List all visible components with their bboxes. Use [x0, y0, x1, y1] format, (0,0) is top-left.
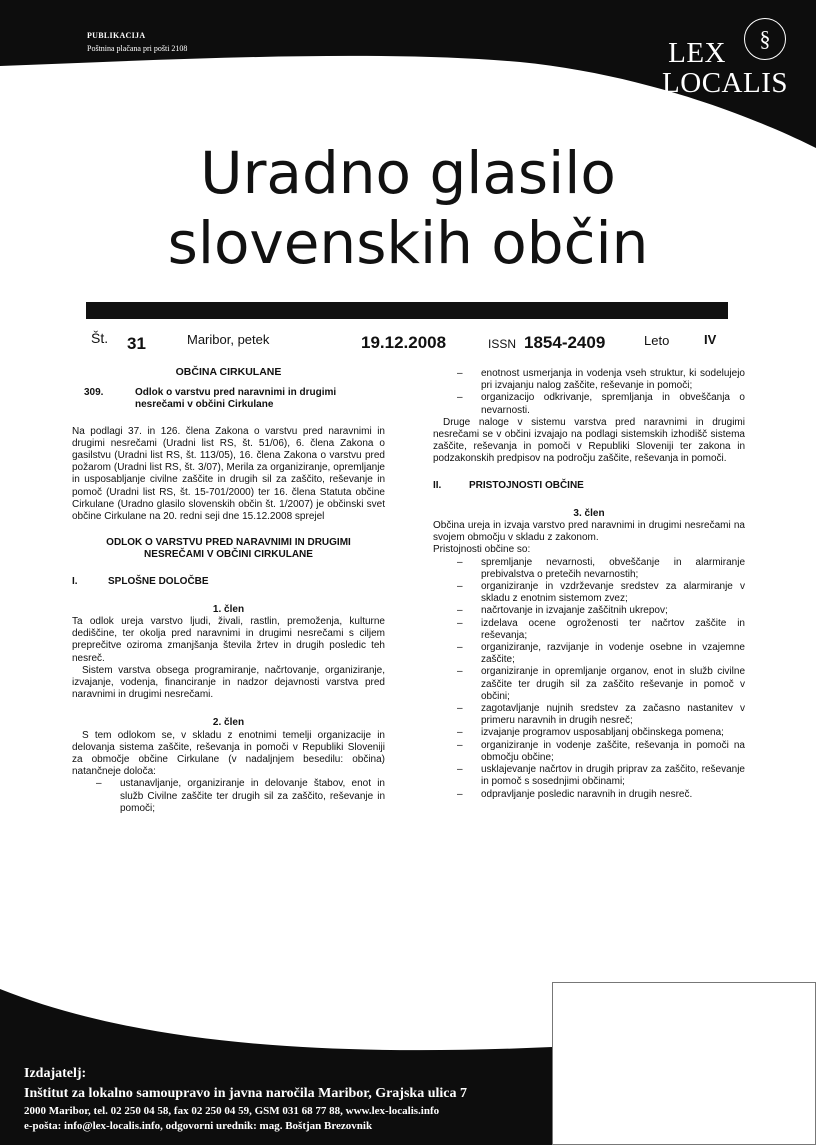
- year-label: Leto: [644, 333, 670, 348]
- preamble: Na podlagi 37. in 126. člena Zakona o varstvu pred naravnimi in drugimi nesrečami (Uradni list RS, št. 51/06), 6. člena Zakona o gasilstvu (Uradni list RS, št. 113/05), 16. člena Zakona o varstvu pred požarom (Uradni list RS, št. 3/07), Merila za organiziranje, opremljanje in usposabljanje civilne zaščite in drugih sil za zaščito, reševanje in pomoč (Uradni list RS, št. 15-701/2000) ter 16. člena Statuta občine Cirkulane (Uradno glasilo slovenskih občin št. 1/2007) je občinski svet občine Cirkulane na 20. redni seji dne 15.12.2008 sprejel: [72, 425, 385, 523]
- issue-number-label: Št.: [91, 330, 109, 346]
- list-item: – organiziranje in opremljanje organov, enot in služb civilne zaščite ter drugih sil za zaščito reševanje in pomoč v občini;: [457, 666, 745, 702]
- publisher-contact: 2000 Maribor, tel. 02 250 04 58, fax 02 250 04 59, GSM 031 68 77 88, www.lex-localis.info: [24, 1105, 440, 1117]
- page-title: [0, 138, 816, 278]
- publisher-email-editor: e-pošta: info@lex-localis.info, odgovorni urednik: mag. Boštjan Brezovnik: [24, 1120, 373, 1132]
- list-item-text: ustanavljanje, organiziranje in delovanje štabov, enot in služb Civilne zaščite ter drugih sil za zaščito, reševanje in pomoči;: [120, 778, 385, 814]
- article-1-paragraph-2: Sistem varstva obsega programiranje, načrtovanje, organiziranje, izvajanje, vodenja, financiranje in nadzor dejavnosti varstva pred naravnimi in drugimi nesrečami.: [72, 664, 385, 701]
- list-item: – odpravljanje posledic naravnih in drugih nesreč.: [457, 788, 693, 800]
- list-item-text: organiziranje in vodenje zaščite, reševanja in pomoči na območju občine;: [481, 739, 745, 763]
- issue-place-day: Maribor, petek: [187, 332, 270, 347]
- list-item-text: organiziranje, razvijanje in vodenje osebne in vzajemne zaščite;: [481, 642, 745, 666]
- list-item: – organiziranje, razvijanje in vodenje osebne in vzajemne zaščite;: [457, 642, 745, 666]
- publication-label: PUBLIKACIJA: [87, 31, 146, 40]
- list-item: – zagotavljanje nujnih sredstev za začasno nastanitev v primeru naravnih in drugih nesreč;: [457, 703, 745, 727]
- article-3-paragraph-1: Občina ureja in izvaja varstvo pred naravnimi in drugimi nesrečami na svojem območju v skladu z zakonom.: [433, 520, 745, 544]
- act-number: 309.: [84, 387, 104, 399]
- lex-localis-logo: [662, 38, 788, 98]
- list-item: – usklajevanje načrtov in drugih priprav za zaščito, reševanje in pomoč s sosednjimi občinami;: [457, 764, 745, 788]
- address-box: [552, 982, 816, 1145]
- list-item: – ustanavljanje, organiziranje in delovanje štabov, enot in služb Civilne zaščite ter drugih sil za zaščito, reševanje in pomoči;: [96, 778, 385, 814]
- section-sign-icon: §: [744, 18, 786, 60]
- issn-number: 1854-2409: [524, 333, 606, 352]
- left-column: [72, 366, 385, 815]
- list-item-text: izvajanje programov usposabljanj občinskega pomena;: [481, 727, 724, 739]
- year-number: IV: [704, 332, 717, 347]
- list-item-text: usklajevanje načrtov in drugih priprav za zaščito, reševanje in pomoč s sosednjimi občinami;: [481, 764, 745, 788]
- section-heading-1: [72, 576, 385, 588]
- list-item: – enotnost usmerjanja in vodenja vseh struktur, ki sodelujejo pri izvajanju nalog zaščite, reševanje in pomoči;: [457, 368, 745, 392]
- issue-date: 19.12.2008: [361, 333, 447, 352]
- section-heading-2: [433, 480, 745, 492]
- logo-line2: LOCALIS: [662, 67, 788, 99]
- section-number: II.: [433, 479, 442, 491]
- title-line2: slovenskih občin: [167, 209, 649, 277]
- list-item-text: spremljanje nevarnosti, obveščanje in alarmiranje prebivalstva o pretečih nevarnostih;: [481, 556, 745, 580]
- list-item-text: enotnost usmerjanja in vodenja vseh struktur, ki sodelujejo pri izvajanju nalog zaščite, reševanje in pomoči;: [481, 368, 745, 392]
- postage-note: Poštnina plačana pri pošti 2108: [87, 44, 188, 53]
- act-heading: [84, 387, 385, 411]
- right-column: [433, 368, 745, 801]
- list-item-text: zagotavljanje nujnih sredstev za začasno nastanitev v primeru naravnih in drugih nesreč;: [481, 703, 745, 727]
- continuation-paragraph: Druge naloge v sistemu varstva pred naravnimi in drugimi nesrečami se v občini izvajajo na podlagi sistemskih izhodišč sistema zaščite, reševanja in pomoči v Republiki Sloveniji ter zakona in podzakonskih predpisov na področju zaščite, reševanja in pomoči.: [433, 416, 745, 465]
- list-item: – organiziranje in vodenje zaščite, reševanja in pomoči na območju občine;: [457, 739, 745, 763]
- article-1-title: 1. člen: [212, 603, 245, 615]
- list-item-text: odpravljanje posledic naravnih in drugih nesreč.: [481, 788, 693, 800]
- title-divider: [86, 302, 728, 319]
- list-item-text: organiziranje in opremljanje organov, enot in služb civilne zaščite ter drugih sil za zaščito reševanje in pomoč v občini;: [481, 666, 745, 702]
- section-number: I.: [72, 575, 78, 587]
- decree-title: ODLOK O VARSTVU PRED NARAVNIMI IN DRUGIMI NESREČAMI V OBČINI CIRKULANE: [106, 537, 351, 561]
- section-title: PRISTOJNOSTI OBČINE: [469, 479, 584, 491]
- list-item-text: načrtovanje in izvajanje zaščitnih ukrepov;: [481, 605, 668, 617]
- issn-label: ISSN: [488, 337, 517, 351]
- article-3-paragraph-2: Pristojnosti občine so:: [433, 544, 531, 556]
- logo-line1: LEX: [668, 37, 726, 69]
- list-item: – spremljanje nevarnosti, obveščanje in alarmiranje prebivalstva o pretečih nevarnostih;: [457, 556, 745, 580]
- article-1-paragraph-1: Ta odlok ureja varstvo ljudi, živali, rastlin, premoženja, kulturne dediščine, ter okolja pred naravnimi in drugimi nesrečami s ciljem preprečitve oziroma zmanjšanja števila žrtev in drugih posledic teh nesreč.: [72, 616, 385, 664]
- article-3-title: 3. člen: [573, 507, 605, 519]
- list-item: – načrtovanje in izvajanje zaščitnih ukrepov;: [457, 605, 668, 617]
- list-item: – organizacijo odkrivanje, spremljanja in obveščanja o nevarnosti.: [457, 392, 745, 416]
- title-line1: Uradno glasilo: [200, 139, 616, 207]
- list-item-text: organiziranje in vzdrževanje sredstev za alarmiranje v skladu z enotnim sistemom zvez;: [481, 581, 745, 605]
- list-item: – organiziranje in vzdrževanje sredstev za alarmiranje v skladu z enotnim sistemom zvez;: [457, 581, 745, 605]
- section-title: SPLOŠNE DOLOČBE: [108, 575, 209, 587]
- list-item: – izvajanje programov usposabljanj občinskega pomena;: [457, 727, 724, 739]
- list-item-text: organizacijo odkrivanje, spremljanja in obveščanja o nevarnosti.: [481, 392, 745, 416]
- municipality-heading: OBČINA CIRKULANE: [175, 366, 282, 378]
- article-2-title: 2. člen: [212, 717, 245, 729]
- publisher-name: Inštitut za lokalno samoupravo in javna naročila Maribor, Grajska ulica 7: [24, 1086, 467, 1101]
- publisher-label: Izdajatelj:: [24, 1066, 87, 1081]
- act-title: Odlok o varstvu pred naravnimi in drugimi nesrečami v občini Cirkulane: [135, 387, 337, 411]
- issue-number: 31: [127, 334, 146, 353]
- list-item-text: izdelava ocene ogroženosti ter načrtov zaščite in reševanja;: [481, 617, 745, 641]
- article-2-paragraph-1: S tem odlokom se, v skladu z enotnimi temelji organizacije in delovanja sistema zaščite, reševanja in pomoči v Republiki Sloveniji za območje občine Cirkulane (v nadaljnjem besedilu: občina) natančneje določa:: [72, 729, 385, 778]
- list-item: – izdelava ocene ogroženosti ter načrtov zaščite in reševanja;: [457, 617, 745, 641]
